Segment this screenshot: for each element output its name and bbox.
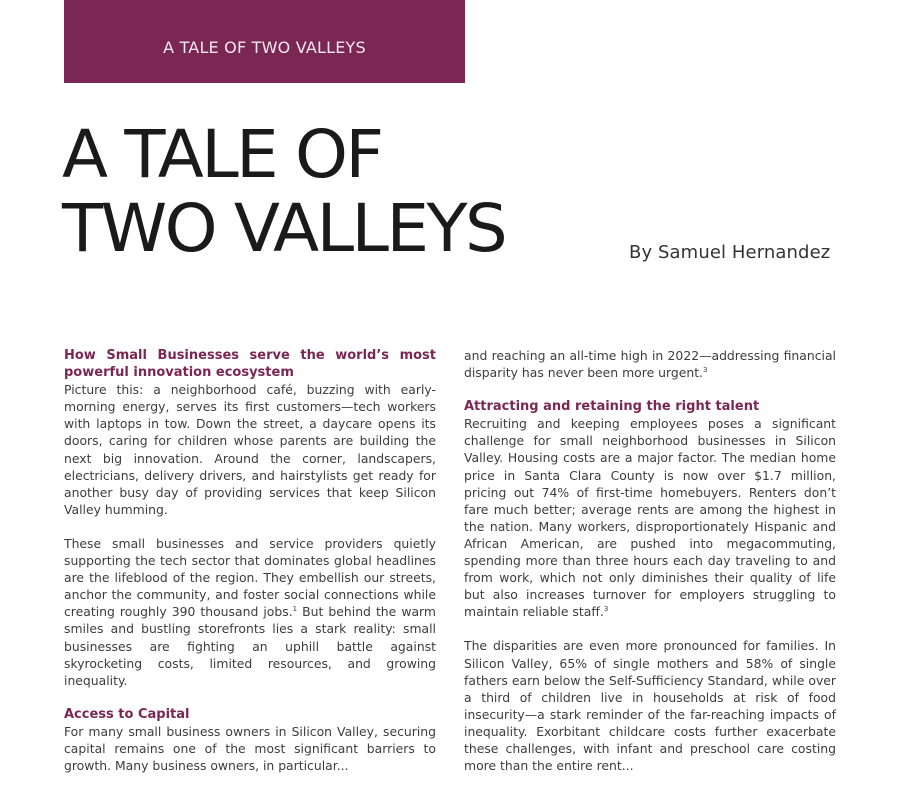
right-column <box>464 347 836 791</box>
paragraph-text: But behind the warm smiles and bustling storefronts lies a stark reality: small businesses are fighting an uphill battle against skyrocketing costs, limited resources, and growing inequality. <box>64 604 436 688</box>
paragraph-text: These small businesses and service providers quietly supporting the tech sector that dominates global headlines are the lifeblood of the region. They embellish our streets, anchor the community, and foster social connections while creating roughly 390 thousand jobs. <box>64 535 436 620</box>
footnote-ref[interactable]: 3 <box>703 366 708 375</box>
section-heading-access-to-capital: Access to Capital <box>64 706 190 722</box>
paragraph: Picture this: a neighborhood café, buzzing with early-morning energy, serves its first customers—tech workers with laptops in tow. Down the street, a daycare opens its doors, caring for children whose parents are building the next big innovation. Around the corner, landscapers, electricians, delivery drivers, and hairstylists get ready for another busy day of providing services that keep Silicon Valley humming. <box>64 382 436 517</box>
section-heading-talent: Attracting and retaining the right talent <box>464 399 760 415</box>
paragraph-text: Recruiting and keeping employees poses a significant challenge for small neighborhood businesses in Silicon Valley. Housing costs are a major factor. The median home price in Santa Clara County is now over $1.7 million, pricing out 74% of first-time homebuyers. Renters don’t fare much better; average rents are among the highest in the nation. Many workers, disproportionately Hispanic and African American, are pushed into megacommuting, spending more than three hours each day traveling to and from work, which not only diminishes their quality of life but also increases turnover for employers struggling to maintain reliable staff. <box>464 416 836 620</box>
paragraph: The disparities are even more pronounced for families. In Silicon Valley, 65% of single mothers and 58% of single fathers earn below the Self-Sufficiency Standard, while over a third of children live in households at risk of food insecurity—a stark reminder of the far-reaching impacts of inequality. Exorbitant childcare costs further exacerbate these challenges, with infant and preschool care costing more than the entire rent... <box>464 638 836 774</box>
footnote-ref[interactable]: 3 <box>603 605 609 614</box>
left-column <box>64 347 436 791</box>
paragraph <box>464 415 836 620</box>
section-banner <box>64 0 465 83</box>
author-byline: By Samuel Hernandez <box>629 242 831 263</box>
section-heading-small-businesses: How Small Businesses serve the world’s most powerful innovation ecosystem <box>64 348 436 381</box>
title-line-2: TWO VALLEYS <box>62 190 506 267</box>
paragraph-text: and reaching an all-time high in 2022—addressing financial disparity has never been more urgent. <box>464 348 836 381</box>
banner-label: A TALE OF TWO VALLEYS <box>163 38 366 57</box>
paragraph <box>64 535 436 689</box>
footnote-ref[interactable]: 1 <box>292 605 298 614</box>
article-title <box>62 118 505 266</box>
paragraph <box>464 347 836 381</box>
title-line-1: A TALE OF <box>62 116 382 193</box>
paragraph: For many small business owners in Silicon Valley, securing capital remains one of the most significant barriers to growth. Many business owners, in particular... <box>64 723 436 774</box>
